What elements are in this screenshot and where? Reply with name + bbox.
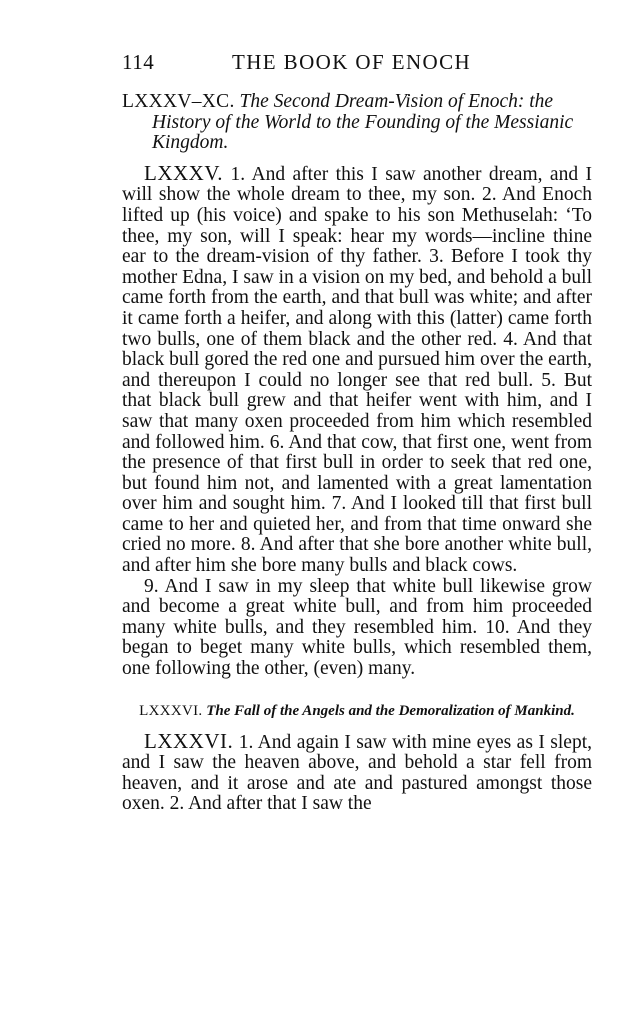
chapter-85-paragraph-2 <box>122 577 592 680</box>
running-title: THE BOOK OF ENOCH <box>232 50 472 74</box>
page-number: 114 <box>122 50 155 74</box>
chapter-86-paragraph-1 <box>122 728 593 815</box>
page-body <box>122 92 592 815</box>
chapter-86-number: LXXXVI. <box>139 702 203 719</box>
chapter-86-lead: LXXXVI. <box>144 728 234 753</box>
chapter-85-lead: LXXXV. <box>144 160 224 185</box>
page-header <box>122 46 592 76</box>
chapter-86-text: 1. And again I saw with mine eyes as I slept, and I saw the heaven above, and behold a star fell from heaven, and it arose and ate and pastured amongst those oxen. 2. And after that I saw the <box>122 731 593 815</box>
section-title: The Second Dream-Vision of Enoch: the History of the World to the Founding of the Messianic Kingdom. <box>152 91 574 154</box>
chapter-86-title: The Fall of the Angels and the Demoralization of Mankind. <box>206 702 575 719</box>
chapter-85-paragraph-1 <box>122 160 593 577</box>
section-heading <box>122 92 592 154</box>
chapter-85-text-1: 1. And after this I saw another dream, and I will show the whole dream to thee, my son. 2. And Enoch lifted up (his voice) and spake to his son Methuselah: ‘To thee, my son, will I speak: hear my words—incline thine ear to the dream-vision of thy father. 3. Before I took thy mother Edna, I saw in a vision on my bed, and behold a bull came forth from the earth, and that bull was white; and after it came forth a heifer, and along with this (latter) came forth two bulls, one of them black and the other red. 4. And that black bull gored the red one and pursued him over the earth, and thereupon I could no longer see that red bull. 5. But that black bull grew and that heifer went with him, and I saw that many oxen proceeded from him which resembled and followed him. 6. And that cow, that first one, went from the presence of that first bull in order to seek that red one, but found him not, and lamented with a great lamentation over him and sought him. 7. And I looked till that first bull came to her and quieted her, and from that time onward she cried no more. 8. And after that she bore another white bull, and after him she bore many bulls and black cows. <box>122 163 593 577</box>
section-number: LXXXV–XC. <box>122 91 235 112</box>
chapter-86-heading <box>122 702 592 721</box>
chapter-85-text-2: 9. And I saw in my sleep that white bull likewise grow and become a great white bull, and from him proceeded many white bulls, and they resembled him. 10. And they began to beget many white bulls, which resembled them, one following the other, (even) many. <box>122 575 592 680</box>
